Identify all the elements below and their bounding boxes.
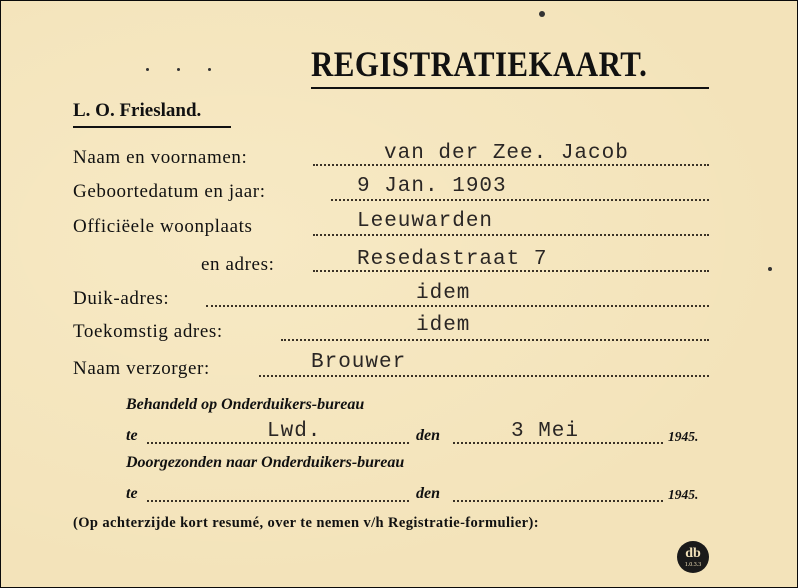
handled-year: 1945. — [668, 429, 699, 444]
ink-speck — [768, 267, 772, 271]
forwarded-year: 1945. — [668, 487, 699, 502]
handled-te-label: te — [126, 427, 138, 444]
card-title: REGISTRATIEKAART. — [311, 44, 648, 84]
carer-value: Brouwer — [311, 351, 407, 374]
printer-logo — [677, 541, 709, 573]
handled-place-value: Lwd. — [267, 420, 322, 443]
ink-speck — [208, 68, 211, 71]
region-heading: L. O. Friesland. — [73, 100, 202, 121]
residence-value: Leeuwarden — [357, 210, 494, 233]
forwarded-den-label: den — [416, 485, 440, 502]
handled-date-value: 3 Mei — [511, 420, 580, 443]
ink-speck — [146, 68, 149, 71]
address-label: en adres: — [201, 254, 275, 275]
birthdate-dotted-line — [331, 199, 709, 201]
handled-den-label: den — [416, 427, 440, 444]
residence-dotted-line — [313, 234, 709, 236]
forwarded-te-label: te — [126, 485, 138, 502]
forwarded-date-dotted-line — [453, 500, 663, 502]
address-value: Resedastraat 7 — [357, 248, 548, 271]
forwarded-place-dotted-line — [147, 500, 409, 502]
printer-logo-letters: db — [685, 546, 701, 561]
name-value: van der Zee. Jacob — [384, 142, 629, 165]
ink-speck — [539, 11, 545, 17]
printer-logo-sub: 1.0.3.3 — [684, 562, 702, 568]
residence-label: Officiëele woonplaats — [73, 216, 253, 237]
handled-bureau-label: Behandeld op Onderduikers-bureau — [126, 396, 365, 413]
birthdate-label: Geboortedatum en jaar: — [73, 181, 266, 202]
footer-note: (Op achterzijde kort resumé, over te nemen v/h Registratie-formulier): — [73, 515, 539, 531]
carer-label: Naam verzorger: — [73, 358, 210, 379]
name-label: Naam en voornamen: — [73, 147, 248, 168]
registration-card — [1, 1, 797, 587]
title-underline — [311, 87, 709, 89]
ink-speck — [177, 68, 180, 71]
future-address-label: Toekomstig adres: — [73, 321, 223, 342]
carer-dotted-line — [259, 375, 709, 377]
region-underline — [73, 126, 231, 128]
hiding-address-dotted-line — [206, 305, 709, 307]
birthdate-value: 9 Jan. 1903 — [357, 175, 507, 198]
future-address-value: idem — [416, 314, 471, 337]
hiding-address-label: Duik-adres: — [73, 288, 170, 309]
hiding-address-value: idem — [416, 282, 471, 305]
future-address-dotted-line — [281, 339, 709, 341]
forwarded-bureau-label: Doorgezonden naar Onderduikers-bureau — [126, 454, 405, 471]
